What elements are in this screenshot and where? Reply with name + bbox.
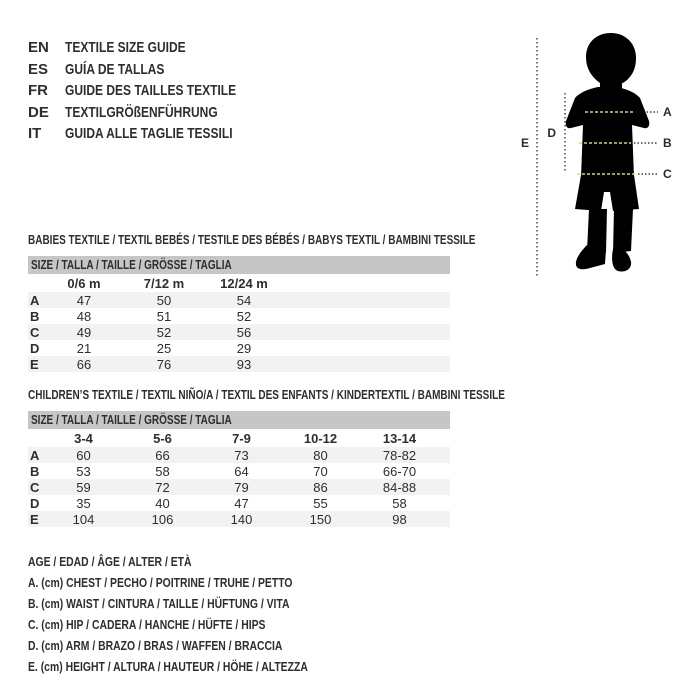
column-header: 0/6 m	[67, 275, 101, 291]
babies-textile-section	[28, 233, 476, 372]
babies-column-headers	[28, 274, 450, 292]
children-table-title: CHILDREN’S TEXTILE / TEXTIL NIÑO/A / TEXTIL DES ENFANTS / KINDERTEXTIL / BAMBINI TESSILE	[28, 388, 505, 402]
figure-label-hip: C	[663, 167, 672, 181]
table-cell: 104	[72, 511, 95, 527]
row-label: E	[30, 511, 39, 527]
child-silhouette	[566, 33, 650, 272]
measurement-legend	[28, 551, 378, 677]
language-code: ES	[28, 60, 49, 78]
language-row	[28, 37, 279, 59]
table-cell: 80	[313, 447, 328, 463]
size-measurement-figure	[505, 25, 700, 285]
table-cell: 58	[392, 495, 407, 511]
table-row	[28, 479, 450, 495]
table-cell: 70	[313, 463, 328, 479]
row-label: C	[30, 479, 40, 495]
table-cell: 55	[313, 495, 328, 511]
size-header-bar: SIZE / TALLA / TAILLE / GRÖSSE / TAGLIA	[28, 411, 450, 429]
table-cell: 48	[76, 308, 92, 324]
row-label: D	[30, 495, 40, 511]
legend-age: AGE / EDAD / ÂGE / ALTER / ETÀ	[28, 554, 192, 569]
table-cell: 86	[313, 479, 328, 495]
table-row	[28, 292, 450, 308]
language-label: TEXTILGRÖßENFÜHRUNG	[65, 103, 218, 121]
silhouette-shirt	[566, 87, 650, 177]
silhouette-shorts	[575, 175, 639, 211]
babies-table-title: BABIES TEXTILE / TEXTIL BEBÉS / TESTILE DES BÉBÉS / BABYS TEXTIL / BAMBINI TESSILE	[28, 233, 476, 247]
child-silhouette-diagram	[505, 25, 700, 285]
column-header: 5-6	[153, 430, 172, 446]
table-cell: 35	[76, 495, 91, 511]
table-cell: 59	[76, 479, 91, 495]
figure-label-arm: D	[547, 126, 556, 140]
column-header: 3-4	[74, 430, 93, 446]
table-cell: 21	[76, 340, 92, 356]
table-row	[28, 495, 450, 511]
table-cell: 29	[236, 340, 252, 356]
table-cell: 72	[155, 479, 170, 495]
table-row	[28, 356, 450, 372]
column-header: 7-9	[232, 430, 251, 446]
table-cell: 58	[155, 463, 170, 479]
row-label: A	[30, 292, 40, 308]
column-header: 7/12 m	[143, 275, 185, 291]
language-label: GUÍA DE TALLAS	[65, 60, 165, 78]
table-row	[28, 447, 450, 463]
language-label: GUIDE DES TAILLES TEXTILE	[65, 82, 237, 100]
table-row	[28, 340, 450, 356]
table-cell: 49	[76, 324, 92, 340]
size-header-bar: SIZE / TALLA / TAILLE / GRÖSSE / TAGLIA	[28, 256, 450, 274]
row-label: B	[30, 463, 40, 479]
legend-item-waist: B. (cm) WAIST / CINTURA / TAILLE / HÜFTUNG / VITA	[28, 596, 290, 611]
table-cell: 56	[236, 324, 252, 340]
legend-item-chest: A. (cm) CHEST / PECHO / POITRINE / TRUHE / PETTO	[28, 575, 293, 590]
table-cell: 60	[76, 447, 91, 463]
row-label: D	[30, 340, 40, 356]
silhouette-left-foot	[576, 245, 606, 269]
legend-item-hip: C. (cm) HIP / CADERA / HANCHE / HÜFTE / HIPS	[28, 617, 266, 632]
column-header: 10-12	[303, 430, 338, 446]
table-cell: 84-88	[382, 479, 417, 495]
table-row	[28, 463, 450, 479]
language-label: TEXTILE SIZE GUIDE	[65, 39, 186, 57]
table-cell: 78-82	[382, 447, 417, 463]
children-textile-section	[28, 388, 505, 527]
table-cell: 150	[309, 511, 332, 527]
table-cell: 50	[156, 292, 172, 308]
table-cell: 98	[392, 511, 407, 527]
figure-label-chest: A	[663, 105, 672, 119]
language-row	[28, 80, 279, 102]
silhouette-right-leg	[613, 209, 633, 253]
table-cell: 47	[234, 495, 249, 511]
table-cell: 52	[156, 324, 172, 340]
table-cell: 106	[151, 511, 174, 527]
language-list	[28, 37, 279, 145]
row-label: C	[30, 324, 40, 340]
table-cell: 73	[234, 447, 249, 463]
figure-label-height: E	[520, 136, 529, 150]
language-code: DE	[28, 103, 49, 121]
language-row	[28, 59, 279, 81]
row-label: E	[30, 356, 39, 372]
table-cell: 79	[234, 479, 249, 495]
column-header: 13-14	[382, 430, 417, 446]
table-cell: 25	[156, 340, 172, 356]
table-row	[28, 511, 450, 527]
table-cell: 47	[76, 292, 92, 308]
figure-label-waist: B	[663, 136, 672, 150]
language-label: GUIDA ALLE TAGLIE TESSILI	[65, 125, 233, 143]
table-cell: 51	[156, 308, 172, 324]
table-cell: 54	[236, 292, 252, 308]
table-cell: 76	[156, 356, 172, 372]
table-cell: 52	[236, 308, 252, 324]
silhouette-right-foot	[612, 248, 631, 272]
table-cell: 66	[76, 356, 92, 372]
language-row	[28, 123, 279, 145]
table-cell: 64	[234, 463, 249, 479]
table-cell: 66	[155, 447, 170, 463]
table-cell: 53	[76, 463, 91, 479]
language-code: IT	[28, 125, 42, 143]
column-header: 12/24 m	[220, 275, 268, 291]
table-cell: 140	[230, 511, 253, 527]
row-label: A	[30, 447, 40, 463]
table-cell: 40	[155, 495, 170, 511]
children-column-headers	[28, 429, 450, 447]
language-row	[28, 102, 279, 124]
legend-item-height: E. (cm) HEIGHT / ALTURA / HAUTEUR / HÖHE / ALTEZZA	[28, 659, 308, 674]
table-cell: 66-70	[382, 463, 417, 479]
table-row	[28, 308, 450, 324]
language-code: EN	[28, 39, 49, 57]
language-code: FR	[28, 82, 48, 100]
table-cell: 93	[236, 356, 252, 372]
row-label: B	[30, 308, 40, 324]
legend-item-arm: D. (cm) ARM / BRAZO / BRAS / WAFFEN / BRACCIA	[28, 638, 283, 653]
table-row	[28, 324, 450, 340]
